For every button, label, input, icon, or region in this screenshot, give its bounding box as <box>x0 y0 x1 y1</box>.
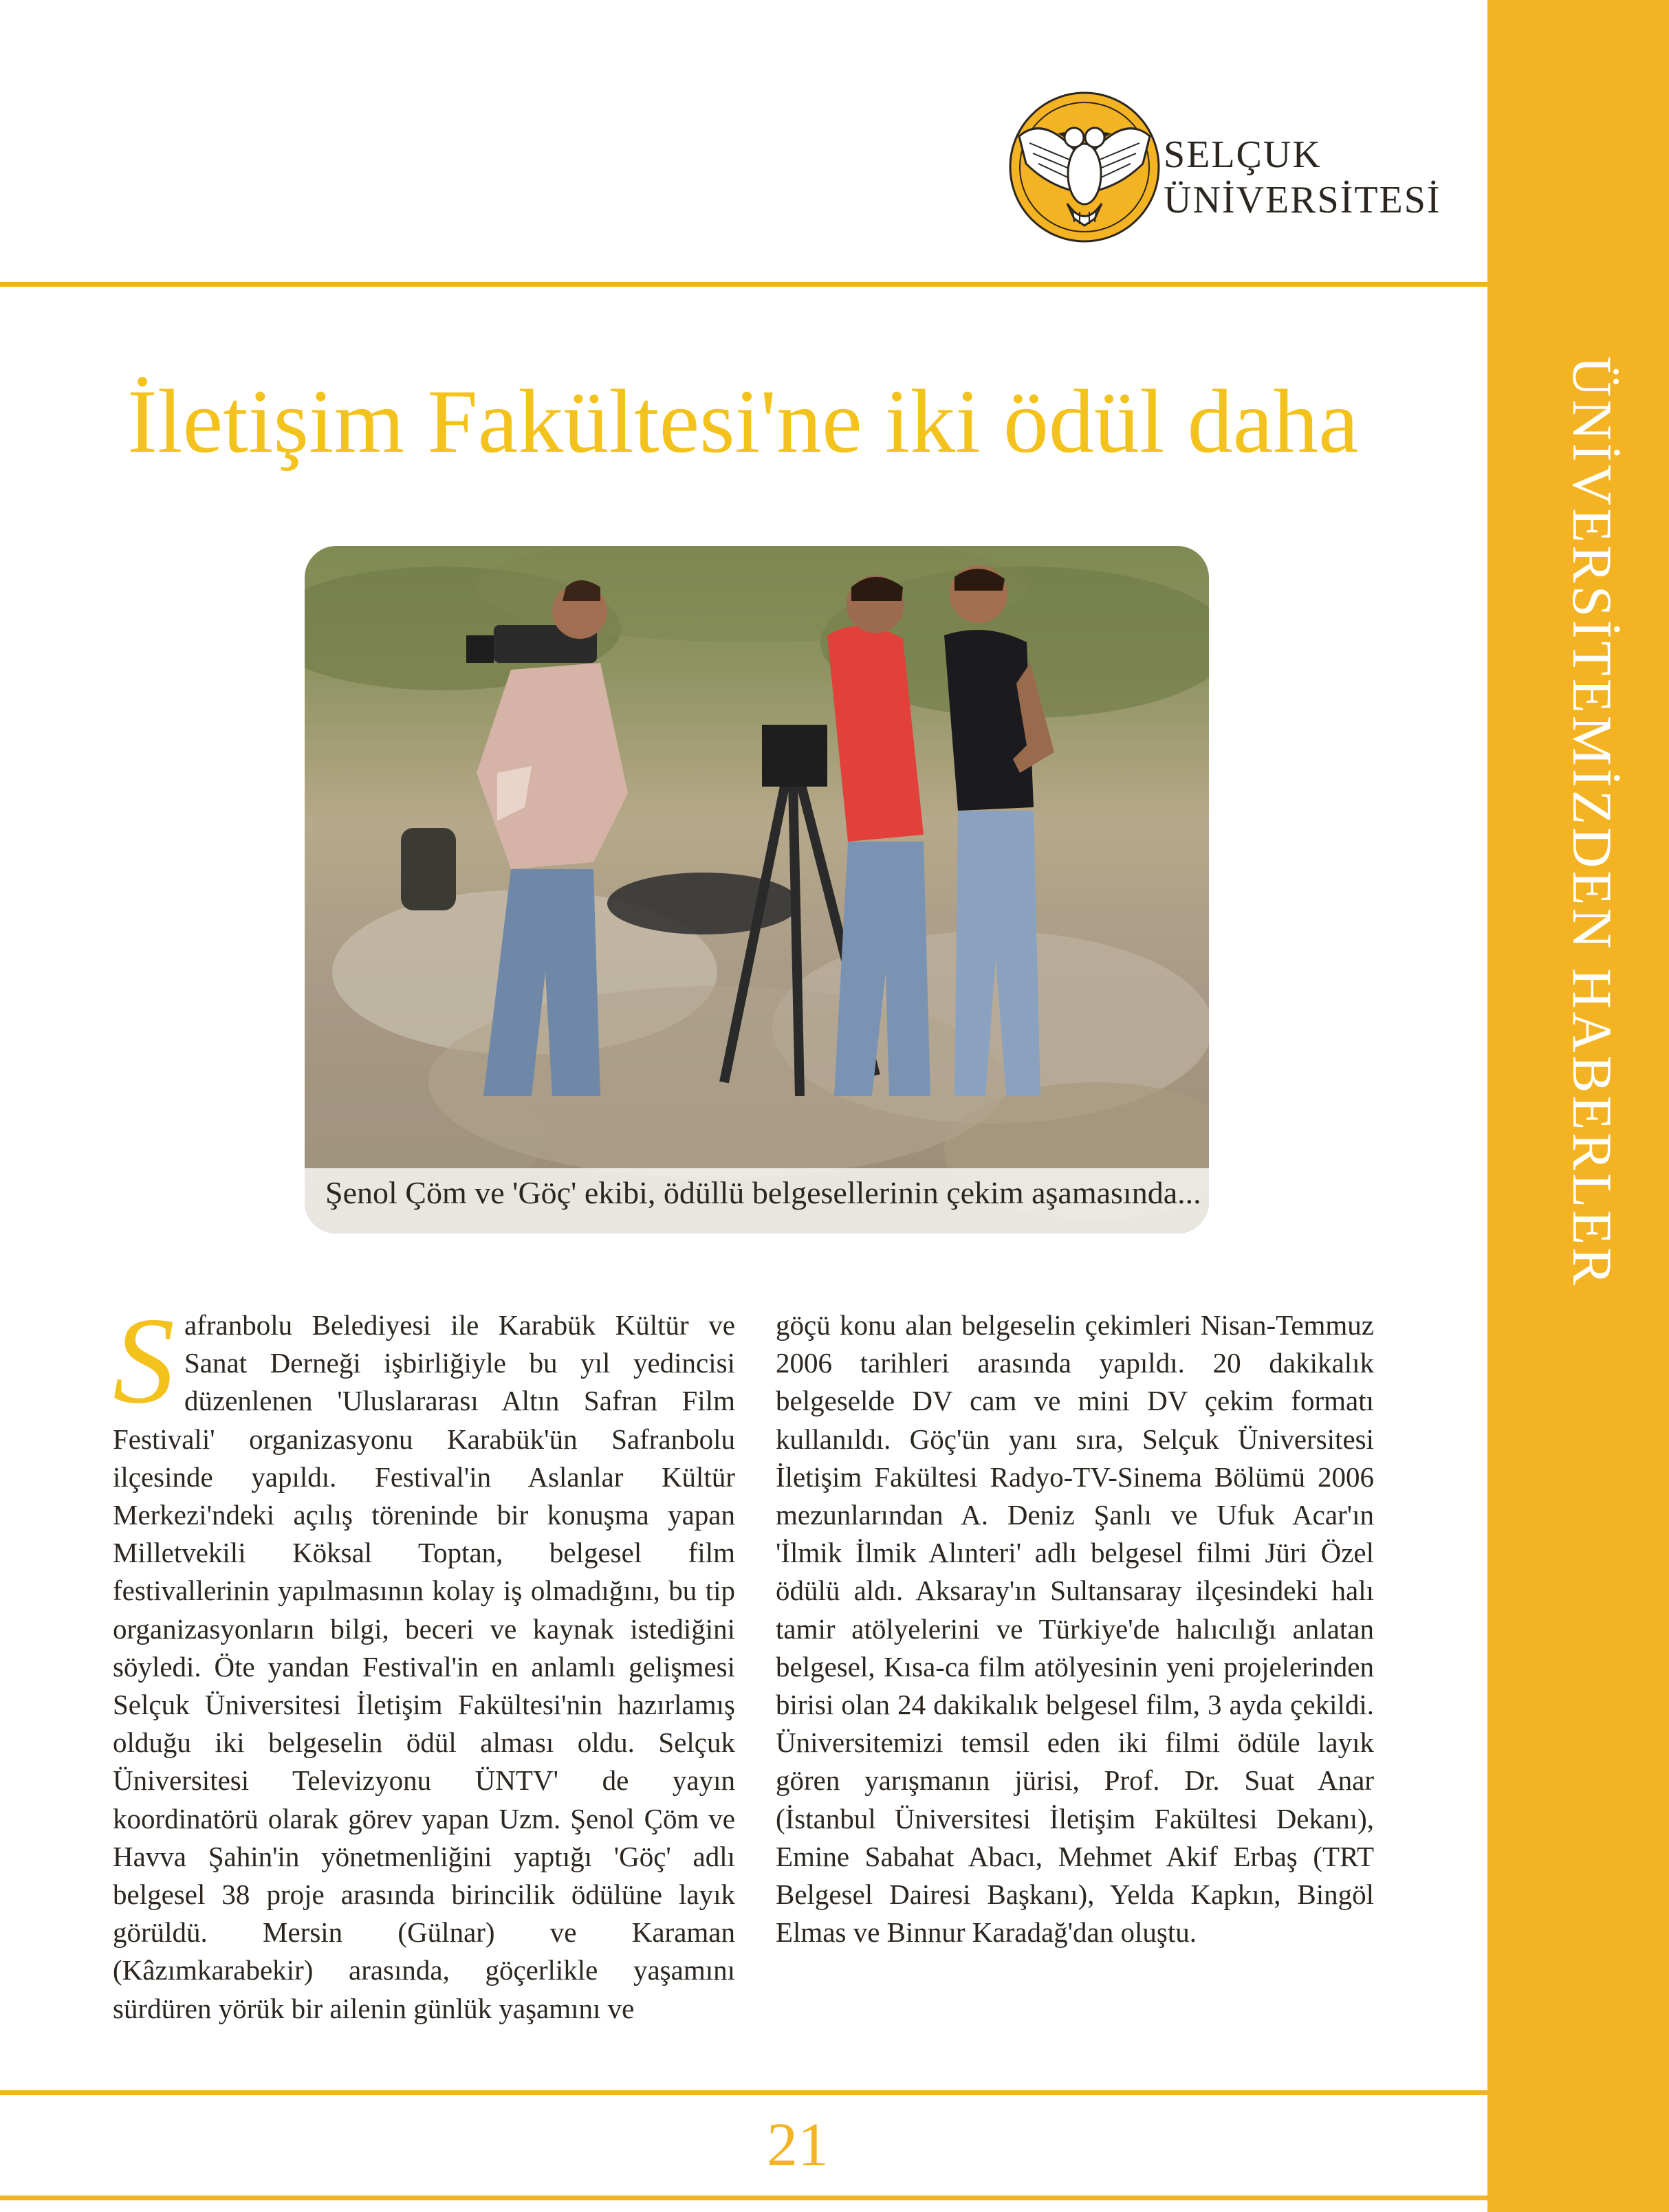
drop-cap: S <box>113 1292 175 1429</box>
film-crew-illustration <box>305 546 1209 1234</box>
photo-caption: Şenol Çöm ve 'Göç' ekibi, ödüllü belgesellerinin çekim aşamasında... <box>325 1175 1201 1210</box>
footer-rule-top <box>0 2090 1487 2095</box>
university-name <box>1164 132 1466 223</box>
university-name-line1: SELÇUK <box>1164 133 1322 176</box>
university-name-line2: ÜNİVERSİTESİ <box>1164 179 1441 221</box>
double-headed-eagle-seal-icon <box>1005 88 1164 246</box>
article-column-left <box>113 1292 735 2028</box>
article-column-right <box>776 1306 1374 1951</box>
article-photo <box>305 546 1209 1234</box>
article-text-left: afranbolu Belediyesi ile Karabük Kültür ve Sanat Derneği işbirliğiyle bu yıl yedincisi düzenlenen 'Uluslararası Altın Safran Film Festivali' organizasyonu Karabük'ün Safranbolu ilçesinde yapıldı. Festival'in Aslanlar Kültür Merkezi'ndeki açılış töreninde bir konuşma yapan Milletvekili Köksal Toptan, belgesel film festivallerinin yapılmasının kolay iş olmadığını, bu tip organizasyonların bilgi, beceri ve kaynak istediğini söyledi. Öte yandan Festival'in en anlamlı gelişmesi Selçuk Üniversitesi İletişim Fakültesi'nin hazırlamış olduğu iki belgeselin ödül alması oldu. Selçuk Üniversitesi Televizyonu ÜNTV' de yayın koordinatörü olarak görev yapan Uzm. Şenol Çöm ve Havva Şahin'in yönetmenliğini yaptığı 'Göç' adlı belgesel 38 proje arasında birincilik ödülüne layık görüldü. Mersin (Gülnar) ve Karaman (Kâzımkarabekir) arasında, göçerlikle yaşamını sürdüren yörük bir ailenin günlük yaşamını ve <box>113 1309 735 2024</box>
article-text-right: göçü konu alan belgeselin çekimleri Nisan-Temmuz 2006 tarihleri arasında yapıldı. 20 dakikalık belgeselde DV cam ve mini DV çekim formatı kullanıldı. Göç'ün yanı sıra, Selçuk Üniversitesi İletişim Fakültesi Radyo-TV-Sinema Bölümü 2006 mezunlarından A. Deniz Şanlı ve Ufuk Acar'ın 'İlmik İlmik Alınteri' adlı belgesel filmi Jüri Özel ödülü aldı. Aksaray'ın Sultansaray ilçesindeki halı tamir atölyelerini ve Türkiye'de halıcılığı anlatan belgesel, Kısa-ca film atölyesinin yeni projelerinden birisi olan 24 dakikalık belgesel film, 3 ayda çekildi. Üniversitemizi temsil eden iki filmi ödüle layık gören yarışmanın jürisi, Prof. Dr. Suat Anar (İstanbul Üniversitesi İletişim Fakültesi Dekanı), Emine Sabahat Abacı, Mehmet Akif Erbaş (TRT Belgesel Dairesi Başkanı), Yelda Kapkın, Bingöl Elmas ve Binnur Karadağ'dan oluştu. <box>776 1309 1374 1949</box>
article-title: İletişim Fakültesi'ne iki ödül daha <box>127 371 1359 472</box>
page-number: 21 <box>767 2111 829 2179</box>
header-rule <box>0 282 1487 287</box>
section-title: ÜNİVERSİTEMİZDEN HABERLER <box>1561 355 1624 1288</box>
footer-rule-bottom <box>0 2195 1487 2200</box>
